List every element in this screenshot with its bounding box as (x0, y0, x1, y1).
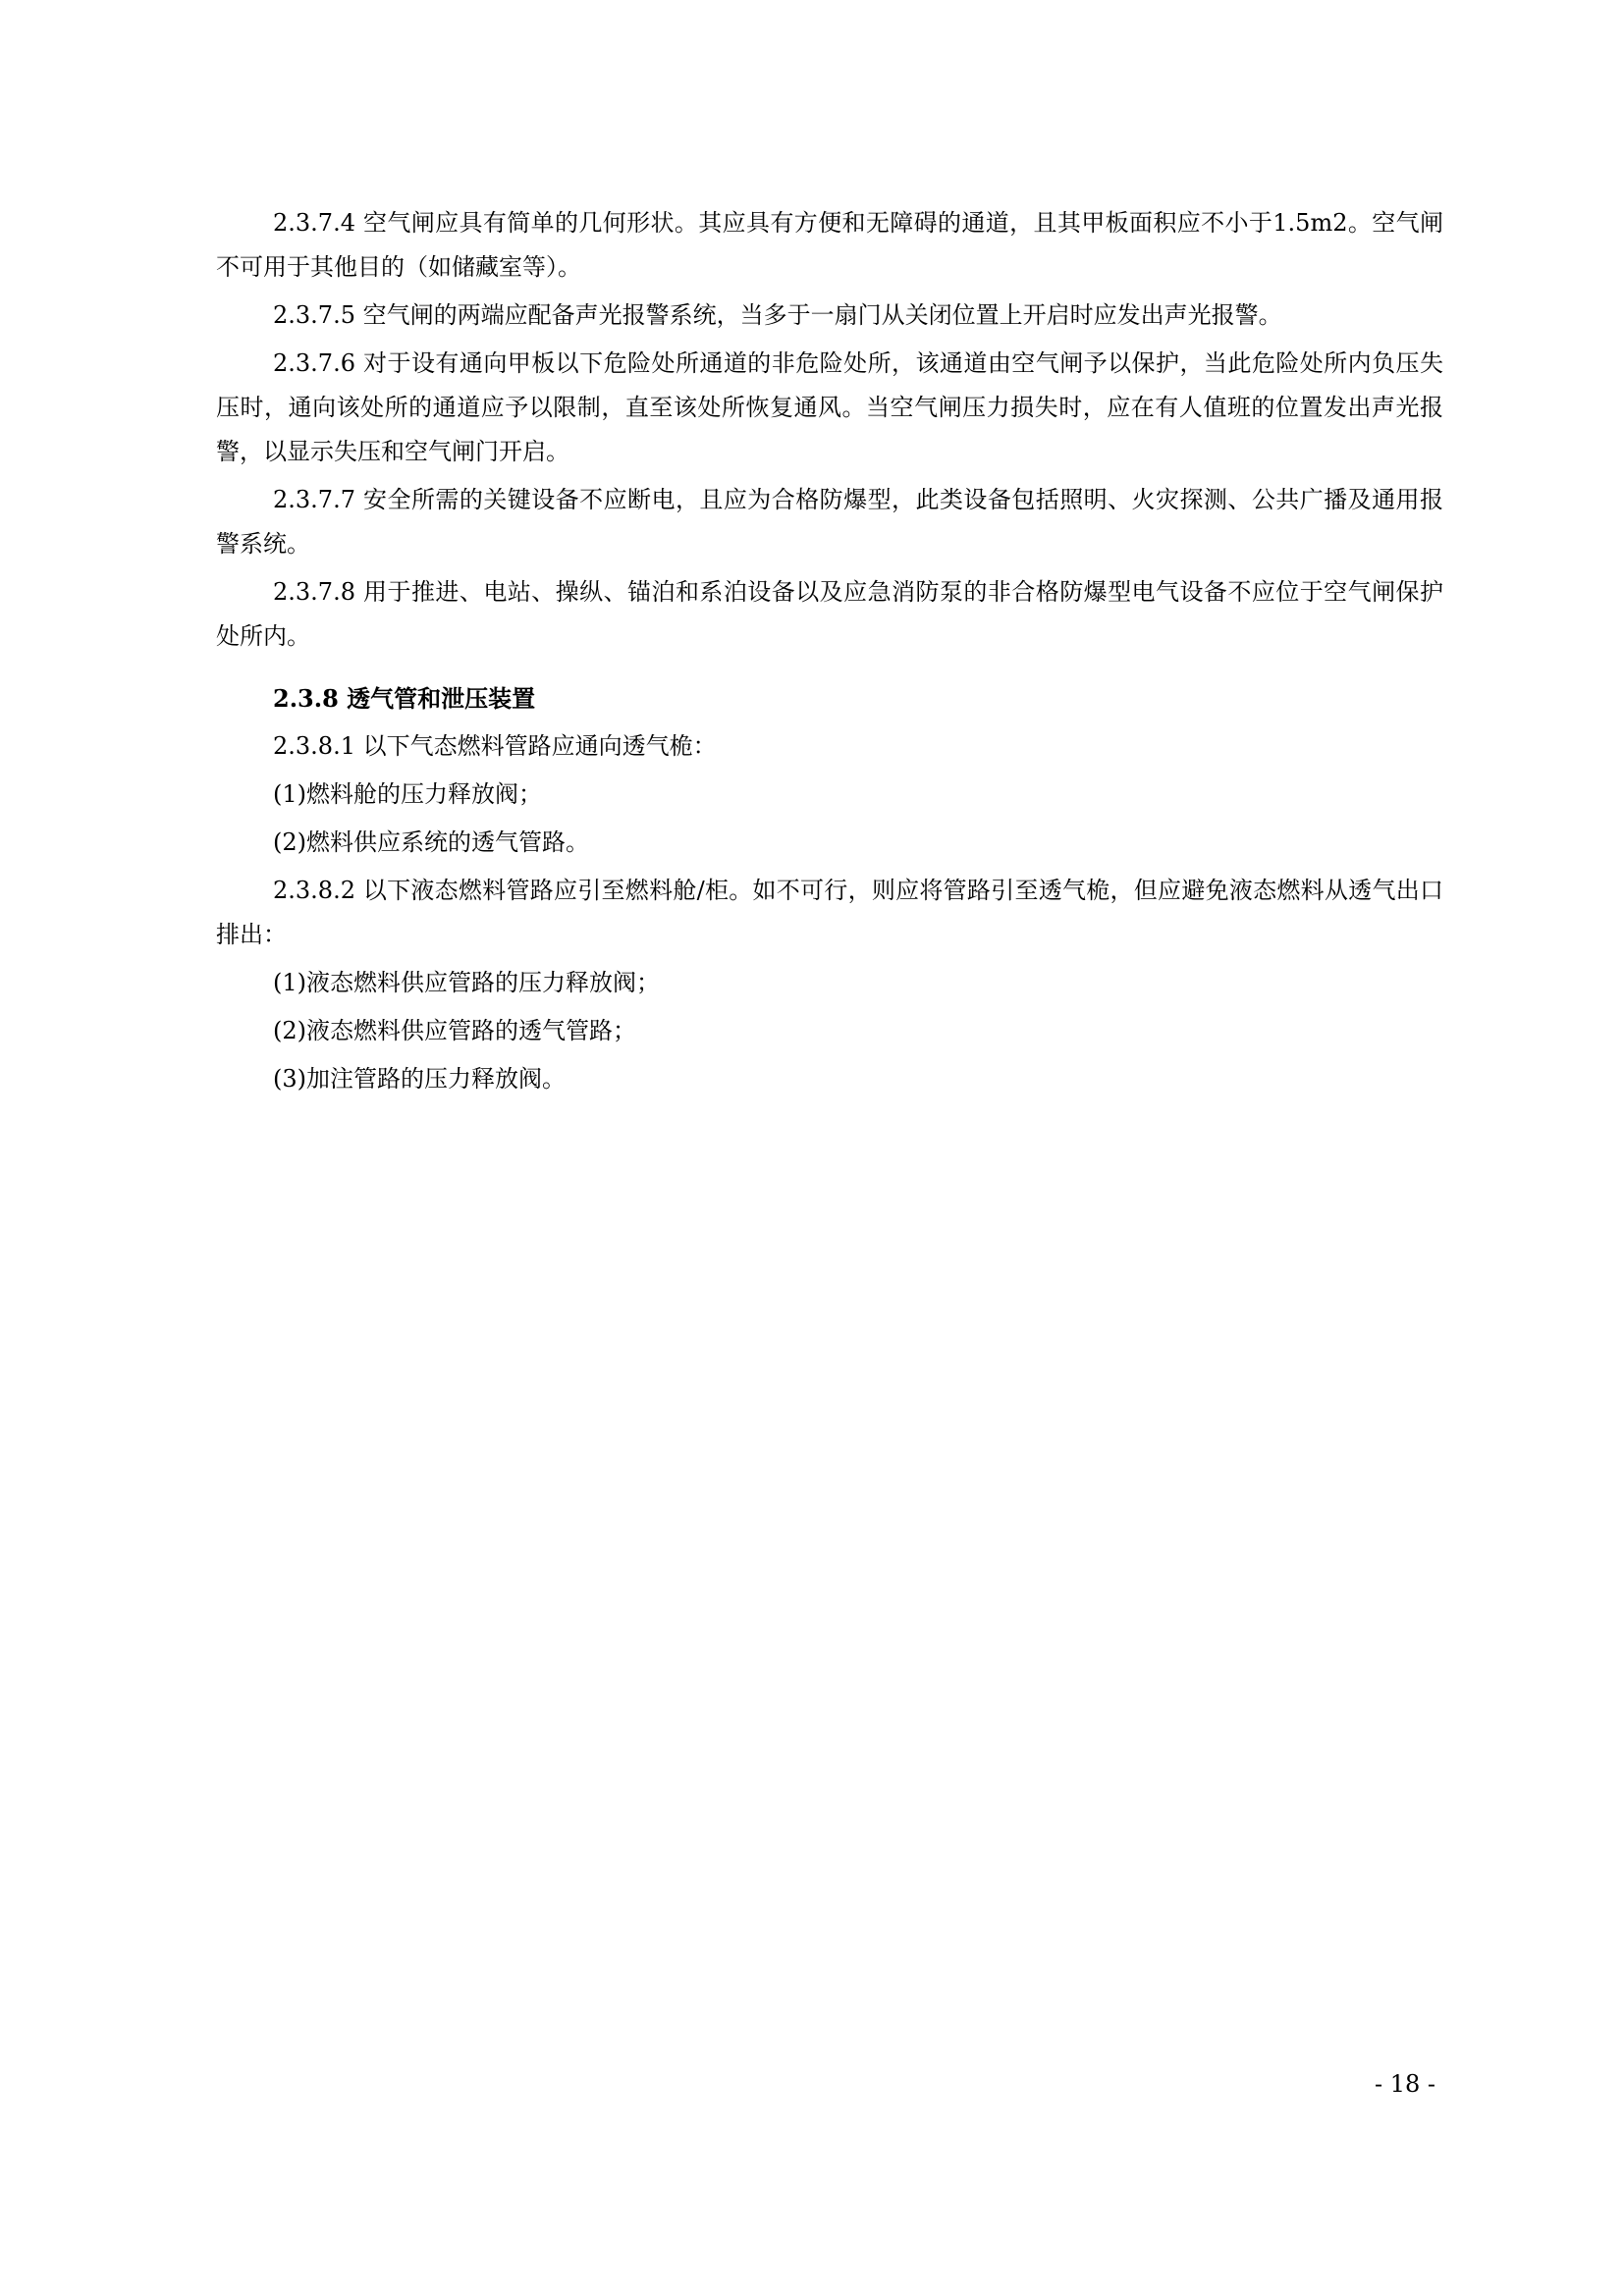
list-item: (1)燃料舱的压力释放阀； (273, 780, 542, 808)
clause-2-3-8-1: 2.3.8.1 以下气态燃料管路应通向透气桅： (273, 732, 717, 760)
list-item: (2)燃料供应系统的透气管路。 (273, 828, 589, 856)
page-number: - 18 - (1375, 2070, 1436, 2098)
clause-2-3-7-7: 2.3.7.7 安全所需的关键设备不应断电，且应为合格防爆型，此类设备包括照明、火灾探测、公共广播及通用报警系统。 (216, 486, 1443, 558)
clause-2-3-7-5: 2.3.7.5 空气闸的两端应配备声光报警系统，当多于一扇门从关闭位置上开启时应发出声光报警。 (273, 301, 1282, 329)
list-item: (3)加注管路的压力释放阀。 (273, 1065, 566, 1093)
clause-2-3-7-6: 2.3.7.6 对于设有通向甲板以下危险处所通道的非危险处所，该通道由空气闸予以保护，当此危险处所内负压失压时，通向该处所的通道应予以限制，直至该处所恢复通风。当空气闸压力损失时，应在有人值班的位置发出声光报警，以显示失压和空气闸门开启。 (216, 349, 1443, 465)
clause-2-3-7-4: 2.3.7.4 空气闸应具有简单的几何形状。其应具有方便和无障碍的通道，且其甲板面积应不小于1.5m2。空气闸不可用于其他目的（如储藏室等）。 (216, 209, 1443, 281)
clause-2-3-7-8: 2.3.7.8 用于推进、电站、操纵、锚泊和系泊设备以及应急消防泵的非合格防爆型电气设备不应位于空气闸保护处所内。 (216, 578, 1443, 650)
page-content (216, 201, 1443, 1105)
clause-2-3-8-2: 2.3.8.2 以下液态燃料管路应引至燃料舱/柜。如不可行，则应将管路引至透气桅，但应避免液态燃料从透气出口排出： (216, 877, 1443, 948)
section-heading-2-3-8: 2.3.8 透气管和泄压装置 (273, 684, 536, 713)
list-item: (1)液态燃料供应管路的压力释放阀； (273, 969, 660, 996)
list-item: (2)液态燃料供应管路的透气管路； (273, 1017, 636, 1044)
